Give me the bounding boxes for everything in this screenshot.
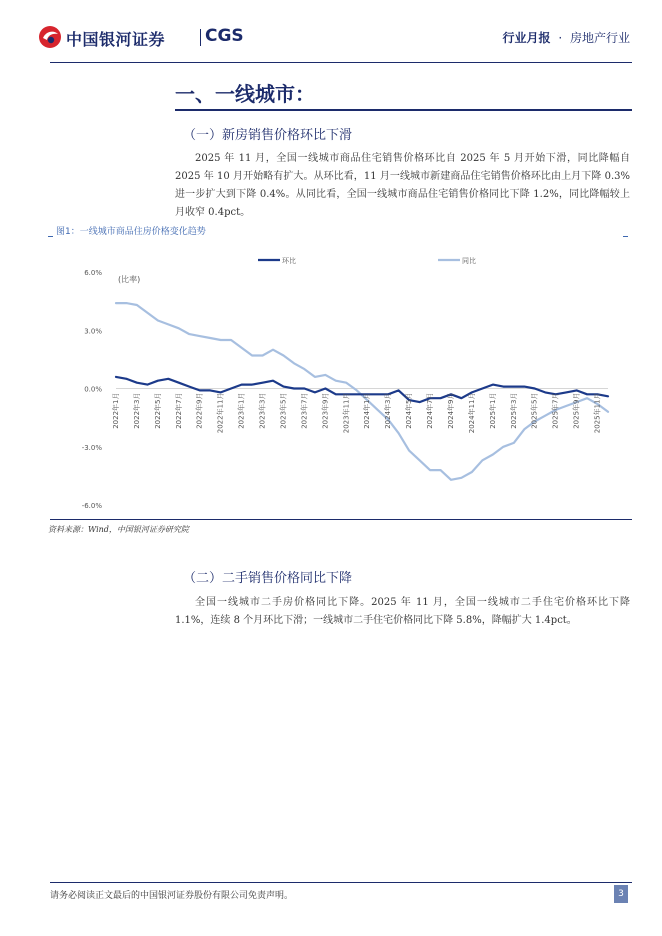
logo-english-name: CGS — [205, 26, 244, 46]
x-tick-label: 2022年1月 — [112, 392, 120, 429]
section-title: 一、一线城市： — [175, 82, 315, 106]
figure-caption: 图1：一线城市商品住房价格变化趋势 — [56, 227, 206, 237]
x-tick-label: 2024年5月 — [405, 392, 414, 429]
logo-mark-icon — [38, 25, 62, 49]
x-tick-label: 2023年11月 — [342, 392, 351, 434]
x-tick-label: 2023年7月 — [300, 392, 309, 429]
x-tick-label: 2022年7月 — [174, 392, 183, 429]
x-tick-label: 2022年5月 — [153, 392, 162, 429]
y-tick-label: 6.0% — [84, 269, 102, 277]
x-tick-label: 2025年9月 — [572, 392, 581, 429]
figure-corner-mark-left — [48, 236, 53, 237]
footer-disclaimer: 请务必阅读正文最后的中国银河证券股份有限公司免责声明。 — [50, 891, 294, 901]
header-divider — [50, 62, 632, 63]
company-logo — [38, 25, 244, 49]
section-title-underline — [175, 109, 632, 111]
logo-chinese-name: 中国银河证券 — [66, 30, 166, 49]
figure-corner-mark-right — [623, 236, 628, 237]
x-tick-label: 2023年1月 — [237, 392, 246, 429]
x-tick-label: 2025年3月 — [509, 392, 518, 429]
x-tick-label: 2022年9月 — [195, 392, 204, 429]
report-type: 行业月报 — [502, 31, 551, 45]
x-tick-label: 2024年1月 — [363, 392, 372, 429]
footer-divider — [50, 882, 632, 883]
x-tick-label: 2022年3月 — [132, 392, 141, 429]
paragraph-new-homes: 2025 年 11 月，全国一线城市商品住宅销售价格环比自 2025 年 5 月开始下滑，同比降幅自 2025 年 10 月开始略有扩大。从环比看，11 月一线城市新建商品住宅销售价格环比由上月下降 0.3%进一步扩大到下降 0.4%。从同比看，全国一线城市商品住宅销售价格同比下降 1.2%，同比降幅较上月收窄 0.4pct。 — [175, 153, 630, 218]
legend-label-yoy: 同比 — [462, 257, 476, 265]
page-number: 3 — [614, 885, 628, 903]
x-tick-label: 2023年3月 — [258, 392, 267, 429]
x-tick-label: 2022年11月 — [216, 392, 225, 434]
chart-legend — [258, 256, 476, 265]
header-report-info — [502, 29, 630, 46]
series-line-yoy — [116, 303, 608, 480]
x-tick-label: 2023年5月 — [279, 392, 288, 429]
y-tick-label: 0.0% — [84, 385, 102, 394]
header-dot: · — [558, 31, 563, 45]
legend-label-mom: 环比 — [282, 257, 296, 265]
subsection-title-new-homes: （一）新房销售价格环比下滑 — [183, 128, 353, 143]
x-tick-label: 2024年3月 — [384, 392, 393, 429]
x-tick-label: 2025年5月 — [530, 392, 539, 429]
y-axis — [82, 269, 103, 510]
industry-name: 房地产行业 — [569, 31, 630, 45]
chart-series — [116, 303, 608, 480]
logo-separator — [200, 29, 201, 46]
x-tick-label: 2025年1月 — [488, 392, 497, 429]
figure-bottom-rule — [50, 519, 632, 520]
subsection-title-second-hand: （二）二手销售价格同比下降 — [183, 571, 353, 586]
price-trend-chart — [50, 245, 632, 517]
figure-source: 资料来源：Wind，中国银河证券研究院 — [48, 525, 189, 534]
x-tick-label: 2024年9月 — [446, 392, 455, 429]
y-tick-label: -3.0% — [81, 443, 102, 452]
y-tick-label: -6.0% — [81, 502, 102, 510]
x-tick-label: 2024年7月 — [426, 392, 435, 429]
x-tick-label: 2025年11月 — [593, 392, 602, 434]
chart-unit-label: (比率) — [118, 275, 141, 284]
paragraph-second-hand: 全国一线城市二手房价格同比下降。2025 年 11 月，全国一线城市二手住宅价格环比下降 1.1%，连续 8 个月环比下滑；一线城市二手住宅价格同比下降 5.8%，降幅扩大 1.4pct。 — [175, 597, 630, 626]
x-tick-label: 2024年11月 — [467, 392, 476, 434]
x-tick-label: 2025年7月 — [551, 392, 560, 429]
x-tick-label: 2023年9月 — [321, 392, 330, 429]
y-tick-label: 3.0% — [84, 327, 102, 336]
